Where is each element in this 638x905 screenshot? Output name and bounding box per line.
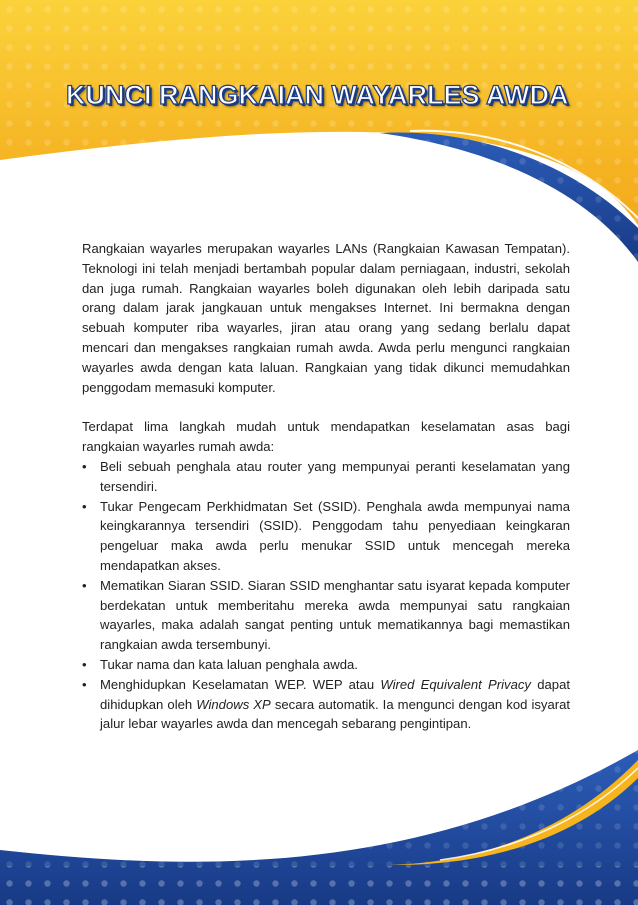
wep-text-end: secara automatik. Ia mengunci dengan kod isyarat jalur lebar wayarles awda dan mencegah sebarang pengintipan. [100,696,571,732]
list-item: • Mematikan Siaran SSID. Siaran SSID menghantar satu isyarat kepada komputer berdekatan untuk memberitahu mereka awda mempunyai satu rangkaian wayarles, maka adalah sangat penting untuk mematikannya bagi memastikan rangkaian awda tersembunyi. [82,576,570,655]
steps-list [82,457,570,734]
steps-intro-paragraph: Terdapat lima langkah mudah untuk mendapatkan keselamatan asas bagi rangkaian wayarles rumah awda: [82,419,570,455]
intro-paragraph: Rangkaian wayarles merupakan wayarles LANs (Rangkaian Kawasan Tempatan). Teknologi ini telah menjadi bertambah popular dalam perniagaan, industri, sekolah dan juga rumah. Rangkaian wayarles boleh digunakan oleh lebih daripada satu orang dalam jarak jangkauan untuk mengakses Internet. Ini bermakna dengan sebuah komputer riba wayarles, jiran atau orang yang sedang berlalu dapat mencari dan mengakses rangkaian rumah awda. Awda perlu mengunci rangkaian wayarles awda dengan kata laluan. Rangkaian yang tidak dikunci memudahkan penggodam memasuki komputer. [82,241,570,395]
list-item: • Tukar nama dan kata laluan penghala awda. [82,655,570,675]
body-text [82,239,570,734]
wep-text-start: Menghidupkan Keselamatan WEP. WEP atau [100,676,381,692]
windows-xp-term: Windows XP [196,696,271,712]
page-title: KUNCI RANGKAIAN WAYARLES AWDA [66,80,569,110]
list-item: • Tukar Pengecam Perkhidmatan Set (SSID). Penghala awda mempunyai nama keingkarannya tersendiri (SSID). Penggodam tahu penyediaan keingkaran pengeluar maka awda perlu menukar SSID untuk mencegah mereka mendapatkan akses. [82,497,570,576]
wep-term: Wired Equivalent Privacy [380,676,531,692]
list-item [82,675,570,734]
list-item: • Beli sebuah penghala atau router yang mempunyai peranti keselamatan yang tersendiri. [82,457,570,497]
wep-text-middle: dapat dihidupkan oleh [100,676,570,712]
